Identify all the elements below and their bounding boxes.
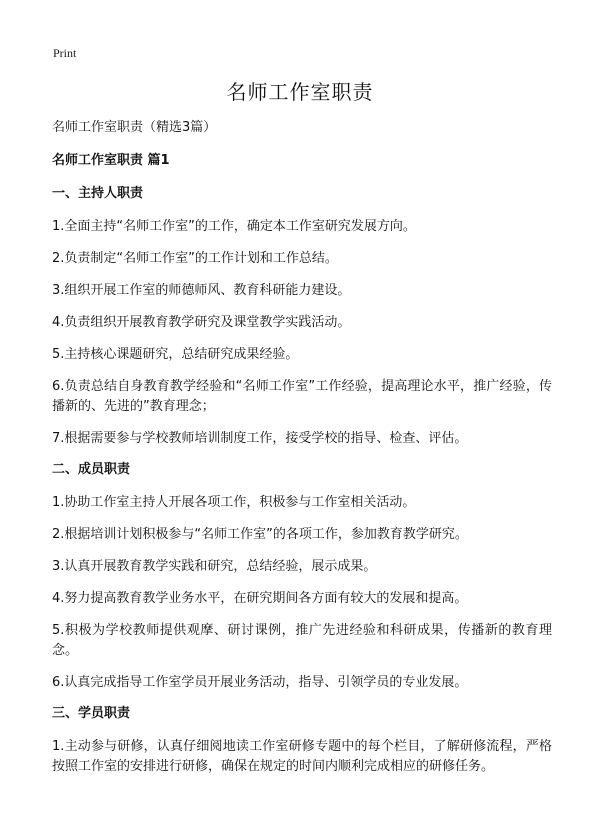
chapter-title: 名师工作室职责 篇1 (52, 153, 170, 168)
section-heading-host: 一、主持人职责 (52, 186, 144, 201)
list-item: 7.根据需要参与学校教师培训制度工作，接受学校的指导、检查、评估。 (52, 431, 468, 446)
list-item: 5.积极为学校教师提供观摩、研讨课例，推广先进经验和科研成果，传播新的教育理念。 (52, 623, 552, 658)
document-title: 名师工作室职责 (226, 80, 374, 104)
list-item: 2.根据培训计划积极参与“名师工作室”的各项工作，参加教育教学研究。 (52, 527, 468, 542)
list-item: 1.全面主持“名师工作室”的工作，确定本工作室研究发展方向。 (52, 219, 416, 234)
list-item: 3.认真开展教育教学实践和研究，总结经验，展示成果。 (52, 559, 377, 574)
list-item: 1.协助工作室主持人开展各项工作，积极参与工作室相关活动。 (52, 495, 416, 510)
list-item: 4.负责组织开展教育教学研究及课堂教学实践活动。 (52, 315, 351, 330)
document-subtitle: 名师工作室职责（精选3篇） (52, 120, 217, 135)
list-item: 6.认真完成指导工作室学员开展业务活动，指导、引领学员的专业发展。 (52, 675, 468, 690)
list-item: 5.主持核心课题研究，总结研究成果经验。 (52, 347, 299, 362)
list-item: 3.组织开展工作室的师德师风、教育科研能力建设。 (52, 283, 351, 298)
section-heading-members: 二、成员职责 (52, 462, 131, 477)
list-item: 6.负责总结自身教育教学经验和“名师工作室”工作经验，提高理论水平，推广经验，传播新的、先进的”教育理念； (52, 379, 552, 414)
list-item: 4.努力提高教育教学业务水平，在研究期间各方面有较大的发展和提高。 (52, 591, 468, 606)
document-body (52, 119, 552, 789)
list-item: 1.主动参与研修，认真仔细阅地读工作室研修专题中的每个栏目，了解研修流程，严格按照工作室的安排进行研修，确保在规定的时间内顺利完成相应的研修任务。 (52, 739, 552, 774)
print-label: Print (53, 46, 77, 60)
list-item: 2.负责制定“名师工作室”的工作计划和工作总结。 (52, 251, 338, 266)
section-heading-trainees: 三、学员职责 (52, 706, 131, 721)
